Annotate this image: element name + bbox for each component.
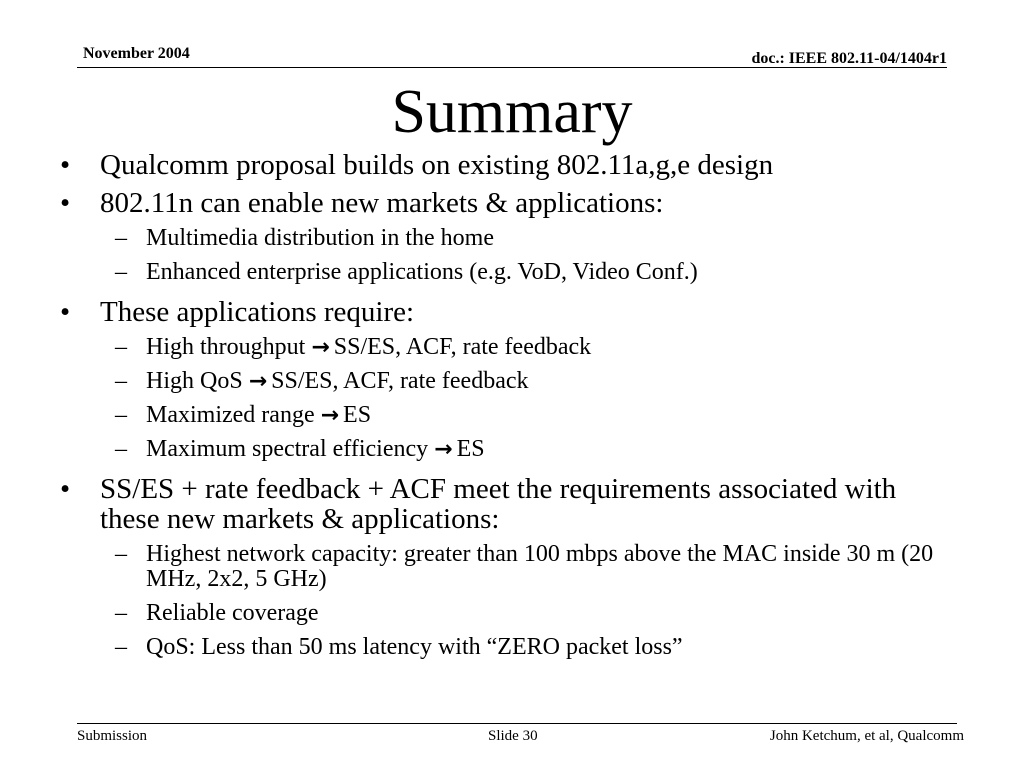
sub-bullet-text: Multimedia distribution in the home [146,225,494,251]
sub-bullet-marker: – [115,225,127,251]
arrow-right-icon: → [320,403,340,428]
header-date: November 2004 [83,45,190,62]
bullet-text: These applications require: [100,296,415,328]
sub-bullet-item [60,260,960,285]
slide-title: Summary [391,78,633,146]
sub-bullet-marker: – [115,541,127,567]
sub-bullet-item [60,369,960,394]
requirement-tail: ES [343,402,372,428]
sub-bullet-item [60,601,960,626]
bullet-text: SS/ES + rate feedback + ACF meet the requirements associated with these new markets & applications: [100,473,897,535]
requirement-lead: Maximum spectral efficiency [146,436,429,462]
requirement-tail: SS/ES, ACF, rate feedback [271,368,529,394]
requirement-tail: ES [456,436,485,462]
sub-bullet-item [60,226,960,251]
requirement-lead: High throughput [146,334,306,360]
sub-bullet-marker: – [115,259,127,285]
requirement-lead: Maximized range [146,402,315,428]
header-doc-id: doc.: IEEE 802.11-04/1404r1 [751,50,947,67]
bullet-item [60,297,960,327]
sub-bullet-item [60,437,960,462]
arrow-right-icon: → [311,335,330,360]
sub-bullet-text: Highest network capacity: greater than 100 mbps above the MAC inside 30 m (20 MHz, 2x2, 5 GHz) [146,541,934,592]
sub-bullet-marker: – [115,600,127,626]
requirement-tail: SS/ES, ACF, rate feedback [333,334,592,360]
sub-bullet-text: Reliable coverage [146,600,319,626]
sub-bullet-marker: – [115,436,127,462]
bullet-item [60,474,960,534]
sub-bullet-marker: – [115,402,127,428]
requirement-lead: High QoS [146,368,243,394]
footer-submission: Submission [77,728,148,744]
sub-bullet-item [60,635,960,660]
bullet-text: Qualcomm proposal builds on existing 802.11a,g,e design [100,149,774,181]
sub-bullet-marker: – [115,634,127,660]
bullet-marker: • [60,296,71,328]
sub-bullet-item [60,542,960,592]
footer-authors: John Ketchum, et al, Qualcomm [769,728,964,744]
bullet-item [60,150,960,180]
arrow-right-icon: → [434,437,453,462]
arrow-right-icon: → [248,369,268,394]
header-rule [77,67,947,68]
footer-rule [77,723,957,724]
sub-bullet-item [60,335,960,360]
bullet-marker: • [60,149,71,181]
sub-bullet-text: QoS: Less than 50 ms latency with “ZERO packet loss” [146,634,683,660]
bullet-text: 802.11n can enable new markets & applications: [100,187,664,219]
sub-bullet-text: Enhanced enterprise applications (e.g. VoD, Video Conf.) [146,259,698,285]
footer-slide-number: Slide 30 [488,728,538,744]
bullet-marker: • [60,473,71,505]
sub-bullet-marker: – [115,368,127,394]
bullet-item [60,188,960,218]
bullet-marker: • [60,187,71,219]
sub-bullet-marker: – [115,334,127,360]
sub-bullet-item [60,403,960,428]
bullet-list [60,150,960,669]
